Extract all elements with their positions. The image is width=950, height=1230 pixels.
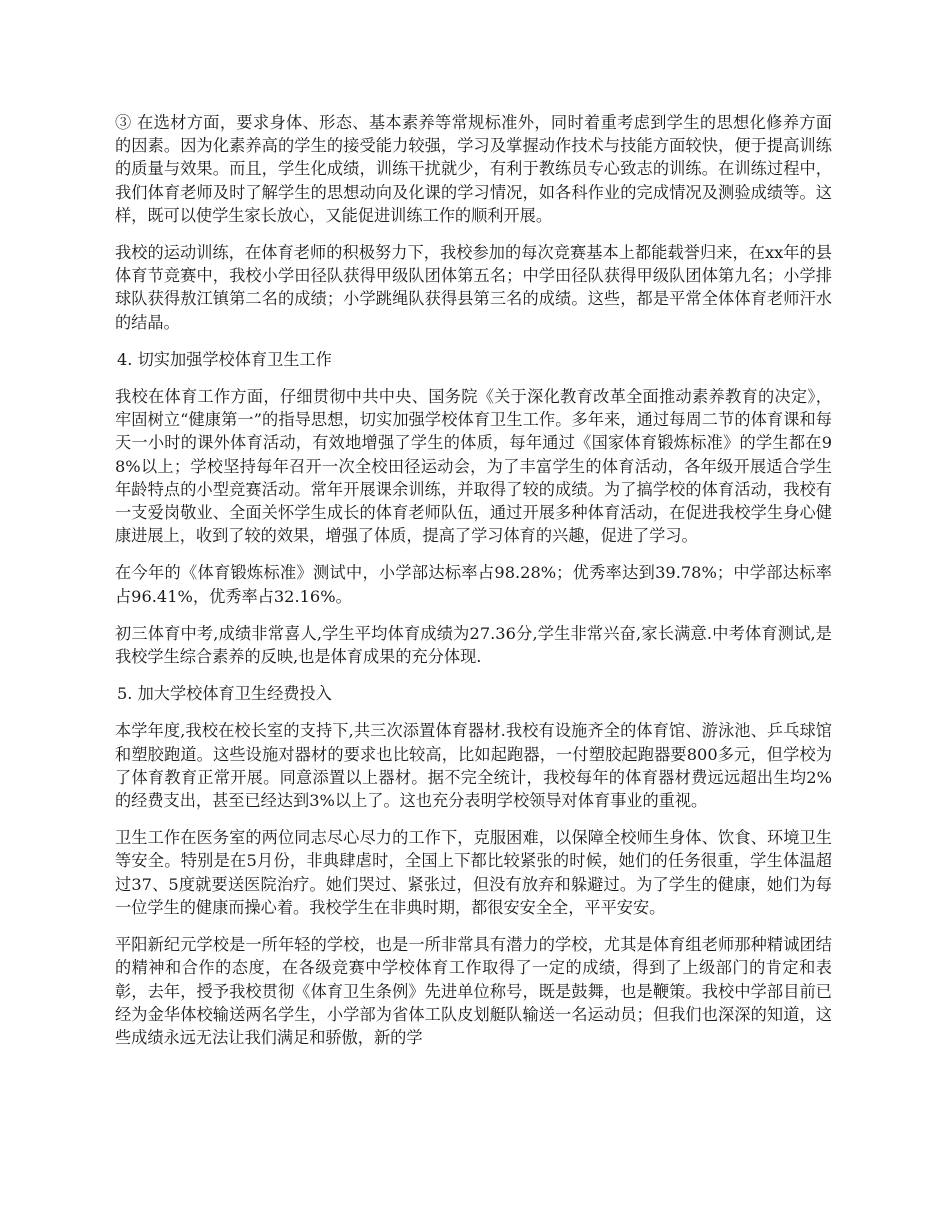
paragraph-school-summary: 平阳新纪元学校是一所年轻的学校，也是一所非常具有潜力的学校，尤其是体育组老师那种精诚团结的精神和合作的态度，在各级竞赛中学校体育工作取得了一定的成绩，得到了上级部门的肯定和表彰，去年，授予我校贯彻《体育卫生条例》先进单位称号，既是鼓舞，也是鞭策。我校中学部目前已经为金华体校输送两名学生，小学部为省体工队皮划艇队输送一名运动员；但我们也深深的知道，这些成绩永远无法让我们满足和骄傲，新的学 [115, 935, 832, 1047]
paragraph-health-clinic: 卫生工作在医务室的两位同志尽心尽力的工作下，克服困难，以保障全校师生身体、饮食、环境卫生等安全。特别是在5月份，非典肆虐时，全国上下都比较紧张的时候，她们的任务很重，学生体温超过37、5度就要送医院治疗。她们哭过、紧张过，但没有放弃和躲避过。为了学生的健康，她们为每一位学生的健康而操心着。我校学生在非典时期，都很安安全全，平平安安。 [115, 828, 832, 917]
paragraph-athlete-selection: ③ 在选材方面，要求身体、形态、基本素养等常规标准外，同时着重考虑到学生的思想化修养方面的因素。因为化素养高的学生的接受能力较强，学习及掌握动作技术与技能方面较快，便于提高训练的质量与效果。而且，学生化成绩，训练干扰就少，有利于教练员专心致志的训练。在训练过程中，我们体育老师及时了解学生的思想动向及化课的学习情况，如各科作业的完成情况及测验成绩等。这样，既可以使学生家长放心，又能促进训练工作的顺利开展。 [115, 113, 832, 225]
paragraph-competition-results: 我校的运动训练，在体育老师的积极努力下，我校参加的每次竞赛基本上都能载誉归来，在xx年的县体育节竞赛中，我校小学田径队获得甲级队团体第五名；中学田径队获得甲级队团体第九名；小学排球队获得敖江镇第二名的成绩；小学跳绳队获得县第三名的成绩。这些，都是平常全体体育老师汗水的结晶。 [115, 243, 832, 332]
paragraph-pe-health-work: 我校在体育工作方面，仔细贯彻中共中央、国务院《关于深化教育改革全面推动素养教育的决定》，牢固树立“健康第一”的指导思想，切实加强学校体育卫生工作。多年来，通过每周二节的体育课和每天一小时的课外体育活动，有效地增强了学生的体质，每年通过《国家体育锻炼标准》的学生都在98%以上；学校坚持每年召开一次全校田径运动会，为了丰富学生的体育活动，各年级开展适合学生年龄特点的小型竞赛活动。常年开展课余训练，并取得了较的成绩。为了搞学校的体育活动，我校有一支爱岗敬业、全面关怀学生成长的体育老师队伍，通过开展多种体育活动，在促进我校学生身心健康进展上，收到了较的效果，增强了体质，提高了学习体育的兴趣，促进了学习。 [115, 387, 832, 546]
section-heading-5: 5. 加大学校体育卫生经费投入 [117, 684, 332, 704]
paragraph-equipment-funding: 本学年度,我校在校长室的支持下,共三次添置体育器材.我校有设施齐全的体育馆、游泳池、乒乓球馆和塑胶跑道。这些设施对器材的要求也比较高，比如起跑器，一付塑胶起跑器要800多元，但学校为了体育教育正常开展。同意添置以上器材。据不完全统计，我校每年的体育器材费远远超出生均2%的经费支出，甚至已经达到3%以上了。这也充分表明学校领导对体育事业的重视。 [115, 721, 832, 811]
paragraph-pe-exam-results: 初三体育中考,成绩非常喜人,学生平均体育成绩为27.36分,学生非常兴奋,家长满意.中考体育测试,是我校学生综合素养的反映,也是体育成果的充分体现. [115, 623, 832, 667]
paragraph-fitness-test-rates: 在今年的《体育锻炼标准》测试中，小学部达标率占98.28%；优秀率达到39.78%；中学部达标率占96.41%，优秀率占32.16%。 [115, 563, 832, 606]
section-heading-4: 4. 切实加强学校体育卫生工作 [117, 349, 332, 369]
